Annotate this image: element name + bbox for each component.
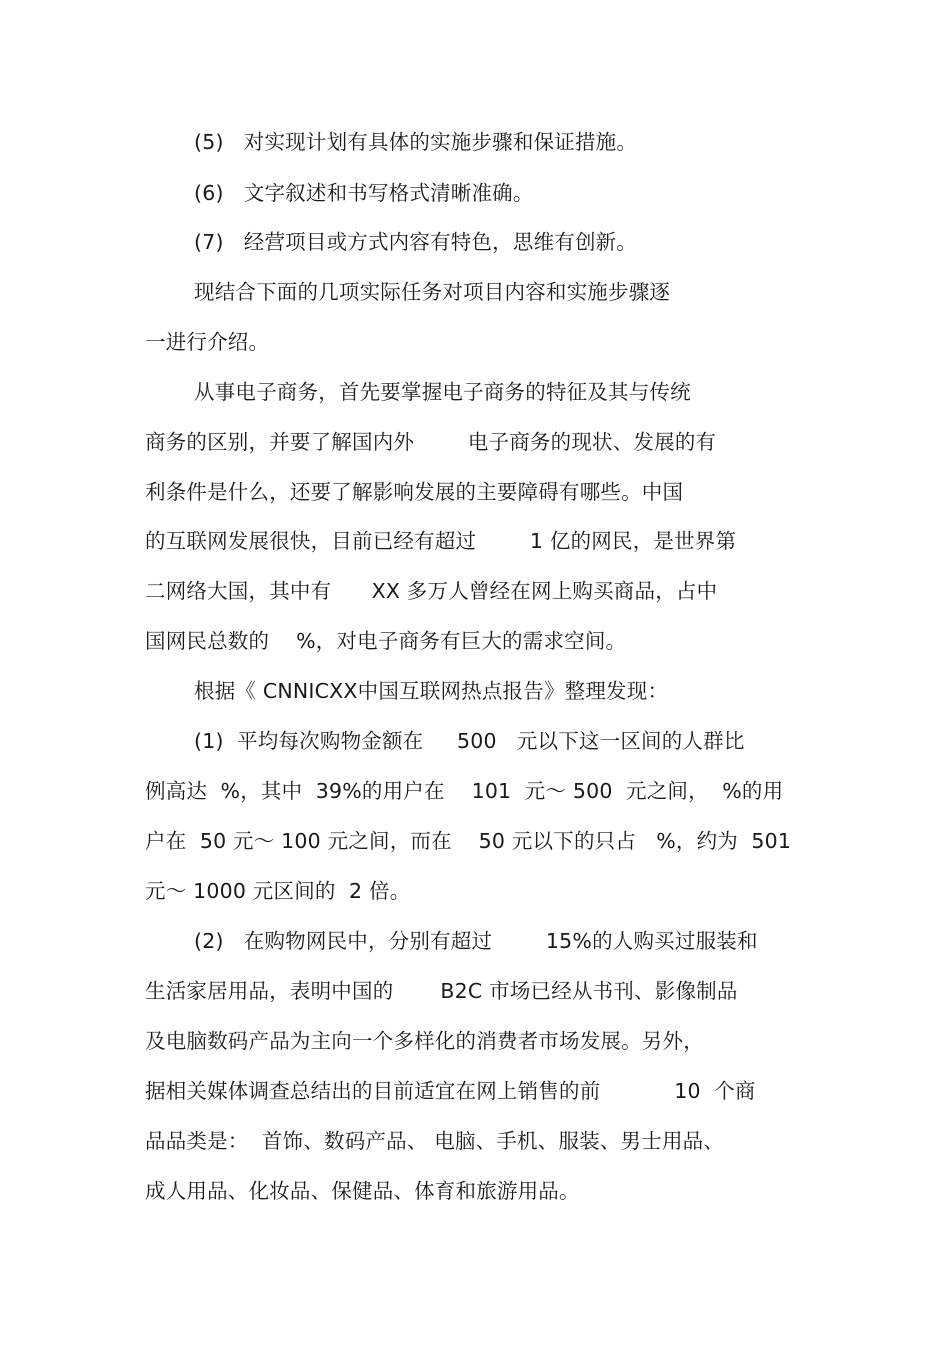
paragraph-line: 商务的区别，并要了解国内外 电子商务的现状、发展的有 [145,430,717,454]
paragraph-line: 一进行介绍。 [145,330,270,354]
paragraph-line: 成人用品、化妆品、保健品、体育和旅游用品。 [145,1179,580,1203]
paragraph-line: 元～ 1000 元区间的 2 倍。 [145,879,411,903]
paragraph-line: 户在 50 元～ 100 元之间，而在 50 元以下的只占 %，约为 501 [145,829,792,853]
list-item-5: (5) 对实现计划有具体的实施步骤和保证措施。 [194,130,638,154]
paragraph-line: 品品类是： 首饰、数码产品、 电脑、手机、服装、男士用品、 [145,1129,725,1153]
paragraph-line: 及电脑数码产品为主向一个多样化的消费者市场发展。另外， [145,1029,704,1053]
paragraph-line: 从事电子商务，首先要掌握电子商务的特征及其与传统 [194,380,691,404]
paragraph-line: 现结合下面的几项实际任务对项目内容和实施步骤逐 [194,280,671,304]
paragraph-line: 据相关媒体调查总结出的目前适宜在网上销售的前 10 个商 [145,1079,756,1103]
list-item-7: (7) 经营项目或方式内容有特色，思维有创新。 [194,230,638,254]
paragraph-line: 二网络大国，其中有 XX 多万人曾经在网上购买商品，占中 [145,579,718,603]
paragraph-line: 的互联网发展很快，目前已经有超过 1 亿的网民，是世界第 [145,529,737,553]
paragraph-line: 国网民总数的 %，对电子商务有巨大的需求空间。 [145,629,627,653]
list-item-6: (6) 文字叙述和书写格式清晰准确。 [194,181,534,205]
paragraph-line: 利条件是什么，还要了解影响发展的主要障碍有哪些。中国 [145,480,684,504]
list-item-2: (2) 在购物网民中，分别有超过 15%的人购买过服装和 [194,929,758,953]
paragraph-line: 生活家居用品，表明中国的 B2C 市场已经从书刊、影像制品 [145,979,738,1003]
paragraph-line: 根据《 CNNICXX中国互联网热点报告》整理发现： [194,679,669,703]
list-item-1: (1) 平均每次购物金额在 500 元以下这一区间的人群比 [194,729,745,753]
paragraph-line: 例高达 %，其中 39%的用户在 101 元～ 500 元之间， %的用 [145,779,784,803]
